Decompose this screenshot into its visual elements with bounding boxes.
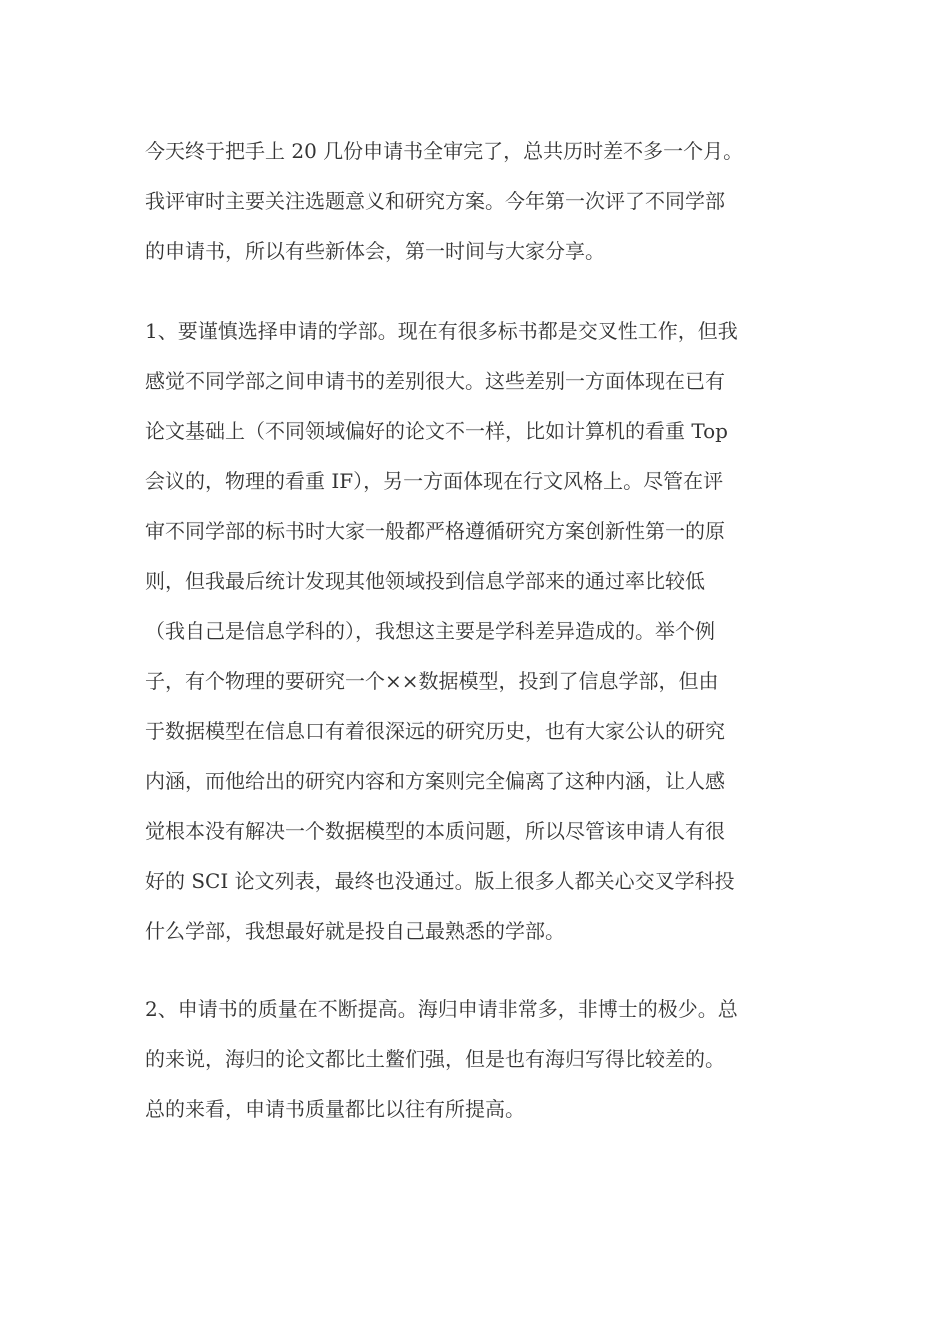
paragraph-point-2 — [145, 984, 815, 1134]
paragraph-line: 审不同学部的标书时大家一般都严格遵循研究方案创新性第一的原 — [145, 519, 725, 543]
paragraph-line: 好的 SCI 论文列表，最终也没通过。版上很多人都关心交叉学科投 — [145, 869, 735, 893]
paragraph-line: 我评审时主要关注选题意义和研究方案。今年第一次评了不同学部 — [145, 189, 725, 213]
paragraph-line: 的来说，海归的论文都比土鳖们强，但是也有海归写得比较差的。 — [145, 1047, 725, 1071]
paragraph-line: 则，但我最后统计发现其他领域投到信息学部来的通过率比较低 — [145, 569, 705, 593]
paragraph-intro — [145, 126, 815, 276]
paragraph-line: 感觉不同学部之间申请书的差别很大。这些差别一方面体现在已有 — [145, 369, 725, 393]
paragraph-line: 今天终于把手上 20 几份申请书全审完了，总共历时差不多一个月。 — [145, 139, 744, 163]
paragraph-line: 的申请书，所以有些新体会，第一时间与大家分享。 — [145, 239, 605, 263]
paragraph-point-1 — [145, 306, 815, 956]
paragraph-line: 总的来看，申请书质量都比以往有所提高。 — [145, 1097, 525, 1121]
paragraph-line: 什么学部，我想最好就是投自己最熟悉的学部。 — [145, 919, 565, 943]
paragraph-line: 于数据模型在信息口有着很深远的研究历史，也有大家公认的研究 — [145, 719, 725, 743]
paragraph-line: 论文基础上（不同领域偏好的论文不一样，比如计算机的看重 Top — [145, 419, 728, 443]
paragraph-line: 子，有个物理的要研究一个××数据模型，投到了信息学部，但由 — [145, 669, 719, 693]
paragraph-line: 1、要谨慎选择申请的学部。现在有很多标书都是交叉性工作，但我 — [145, 319, 738, 343]
paragraph-line: （我自己是信息学科的），我想这主要是学科差异造成的。举个例 — [145, 619, 715, 643]
paragraph-line: 觉根本没有解决一个数据模型的本质问题，所以尽管该申请人有很 — [145, 819, 725, 843]
paragraph-line: 内涵，而他给出的研究内容和方案则完全偏离了这种内涵，让人感 — [145, 769, 725, 793]
paragraph-line: 会议的，物理的看重 IF），另一方面体现在行文风格上。尽管在评 — [145, 469, 724, 493]
paragraph-line: 2、申请书的质量在不断提高。海归申请非常多，非博士的极少。总 — [145, 997, 738, 1021]
